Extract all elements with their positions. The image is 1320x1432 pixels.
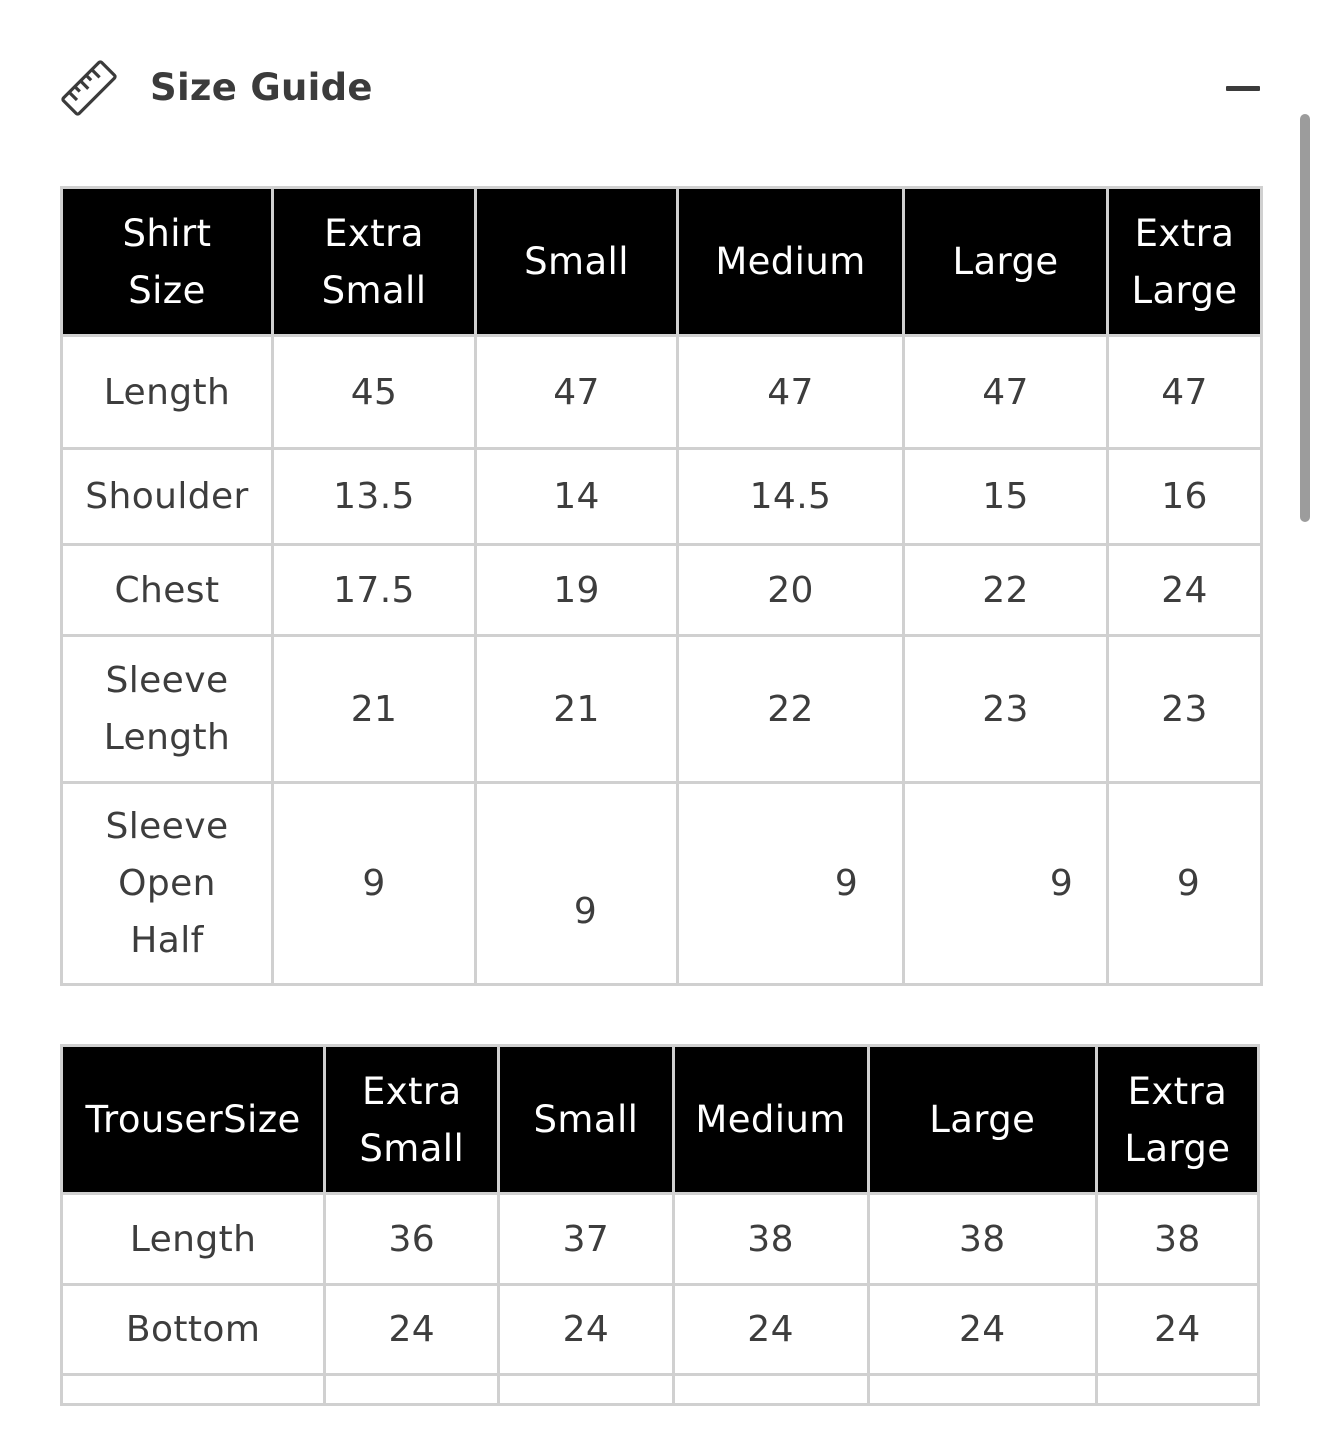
shirt-column-header: Shirt Size — [62, 188, 273, 336]
table-cell: 37 — [499, 1194, 673, 1285]
table-cell: 21 — [273, 636, 476, 783]
trouser-size-table — [60, 1044, 1260, 1406]
shirt-table-header-row — [62, 188, 1262, 336]
table-cell — [273, 783, 476, 985]
row-label: Shoulder — [62, 449, 273, 545]
table-row — [62, 545, 1262, 636]
table-cell: 24 — [1108, 545, 1262, 636]
row-label: Chest — [62, 545, 273, 636]
trouser-table-header-row — [62, 1046, 1259, 1194]
size-guide-title: Size Guide — [150, 66, 373, 109]
table-cell — [499, 1375, 673, 1405]
trouser-column-header: Small — [499, 1046, 673, 1194]
table-cell: 24 — [499, 1285, 673, 1375]
row-label: Length — [62, 336, 273, 449]
table-cell: 38 — [868, 1194, 1096, 1285]
table-row — [62, 1375, 1259, 1405]
ruler-icon — [60, 58, 118, 118]
table-cell: 23 — [1108, 636, 1262, 783]
shirt-size-table — [60, 186, 1263, 986]
cell-value: 9 — [1176, 863, 1201, 904]
table-cell: 13.5 — [273, 449, 476, 545]
table-cell: 36 — [325, 1194, 499, 1285]
table-cell: 38 — [1096, 1194, 1258, 1285]
table-cell: 22 — [904, 545, 1108, 636]
shirt-column-header: Small — [476, 188, 678, 336]
table-cell: 14 — [476, 449, 678, 545]
table-cell: 16 — [1108, 449, 1262, 545]
table-cell: 24 — [868, 1285, 1096, 1375]
cell-value: 9 — [573, 891, 598, 932]
cell-value: 9 — [834, 863, 859, 904]
table-row — [62, 783, 1262, 985]
row-label: Length — [62, 1194, 325, 1285]
cell-value: 9 — [362, 863, 386, 904]
table-cell: 17.5 — [273, 545, 476, 636]
table-cell: 22 — [678, 636, 904, 783]
shirt-column-header: Medium — [678, 188, 904, 336]
table-row — [62, 1194, 1259, 1285]
shirt-column-header: Extra Large — [1108, 188, 1262, 336]
cell-value: 9 — [1049, 863, 1074, 904]
trouser-column-header: Extra Small — [325, 1046, 499, 1194]
table-cell: 24 — [1096, 1285, 1258, 1375]
table-cell: 47 — [678, 336, 904, 449]
table-cell — [1108, 783, 1262, 985]
shirt-column-header: Large — [904, 188, 1108, 336]
table-cell — [868, 1375, 1096, 1405]
table-row — [62, 336, 1262, 449]
table-cell: 21 — [476, 636, 678, 783]
size-guide-header[interactable] — [60, 58, 1260, 118]
row-label: Sleeve Open Half — [62, 783, 273, 985]
table-cell — [673, 1375, 868, 1405]
shirt-column-header: Extra Small — [273, 188, 476, 336]
trouser-column-header: TrouserSize — [62, 1046, 325, 1194]
scrollbar-thumb[interactable] — [1300, 114, 1310, 522]
trouser-column-header: Medium — [673, 1046, 868, 1194]
table-cell: 45 — [273, 336, 476, 449]
table-cell: 24 — [673, 1285, 868, 1375]
table-cell — [1096, 1375, 1258, 1405]
trouser-column-header: Extra Large — [1096, 1046, 1258, 1194]
minus-icon[interactable] — [1226, 86, 1260, 91]
table-row — [62, 636, 1262, 783]
table-cell — [325, 1375, 499, 1405]
row-label: Sleeve Length — [62, 636, 273, 783]
table-cell: 15 — [904, 449, 1108, 545]
table-cell: 47 — [476, 336, 678, 449]
table-row — [62, 449, 1262, 545]
table-row — [62, 1285, 1259, 1375]
trouser-column-header: Large — [868, 1046, 1096, 1194]
row-label — [62, 1375, 325, 1405]
table-cell: 47 — [904, 336, 1108, 449]
table-cell: 23 — [904, 636, 1108, 783]
table-cell: 20 — [678, 545, 904, 636]
table-cell: 47 — [1108, 336, 1262, 449]
table-cell — [476, 783, 678, 985]
table-cell: 24 — [325, 1285, 499, 1375]
table-cell: 14.5 — [678, 449, 904, 545]
table-cell: 38 — [673, 1194, 868, 1285]
table-cell — [678, 783, 904, 985]
row-label: Bottom — [62, 1285, 325, 1375]
table-cell: 19 — [476, 545, 678, 636]
